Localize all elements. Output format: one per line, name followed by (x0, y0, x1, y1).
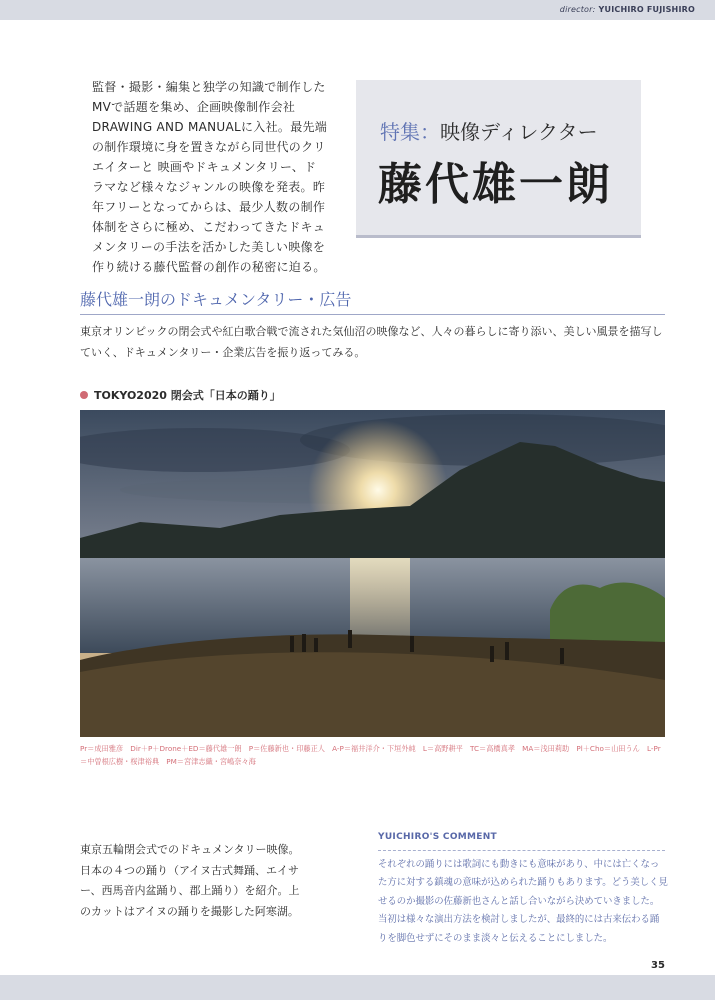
director-name: YUICHIRO FUJISHIRO (598, 5, 695, 14)
page-number: 35 (651, 960, 665, 971)
feature-title-box (356, 80, 641, 238)
photo-illustration (80, 410, 665, 737)
bottom-band (0, 975, 715, 1000)
director-name-title: 藤代雄一朗 (378, 159, 613, 210)
bullet-dot-icon (80, 391, 88, 399)
section-lead: 東京オリンピックの閉会式や紅白歌合戦で流された気仙沼の映像など、人々の暮らしに寄り添い、美しい風景を描写していく、ドキュメンタリー・企業広告を振り返ってみる。 (80, 325, 663, 359)
work-subtitle (80, 387, 281, 403)
section-heading: 藤代雄一朗のドキュメンタリー・広告 (80, 290, 352, 309)
feature-title: 映像ディレクター (440, 120, 598, 144)
feature-label: 特集： (380, 120, 440, 144)
feature-heading (380, 116, 598, 145)
section-divider (80, 314, 665, 315)
production-credits: Pr＝成田雅彦 Dir＋P＋Drone＋ED＝藤代雄一朗 P＝佐藤新也・印藤正人 A-P＝福井洋介・下垣外純 L＝高野耕平 TC＝高橋真孝 MA＝浅田莉助 Pl＋Cho＝山田うん L-Pr＝中曽根広樹・桜津裕典 PM＝宮津志織・宮嶋奈々海 (80, 744, 661, 766)
comment-text: それぞれの踊りには歌詞にも動きにも意味があり、中には亡くなった方に対する鎮魂の意味が込められた踊りもあります。どう美しく見せるのか撮影の佐藤新也さんと話し合いながら決めていきました。当初は様々な演出方法を検討しましたが、最終的には古来伝わる踊りを脚色せずにそのまま淡々と伝えることにしました。 (378, 859, 668, 944)
comment-heading: YUICHIRO'S COMMENT (378, 832, 497, 842)
comment-divider (378, 850, 665, 851)
intro-paragraph: 監督・撮影・編集と独学の知識で制作したMVで話題を集め、企画映像制作会社DRAWING AND MANUALに入社。最先端の制作環境に身を置きながら同世代のクリエイターと 映画やドキュメンタリー、ドラマなど様々なジャンルの映像を発表。昨年フリーとなってからは、最少人数の制作体制をさらに極め、こだわってきたドキュメンタリーの手法を活かした美しい映像を作り続ける藤代監督の創作の秘密に迫る。 (92, 80, 328, 274)
lake-akan-sunset-photo (80, 410, 665, 737)
photo-caption: 東京五輪閉会式でのドキュメンタリー映像。日本の４つの踊り（アイヌ古式舞踊、エイサー、西馬音内盆踊り、郡上踊り）を紹介。上のカットはアイヌの踊りを撮影した阿寒湖。 (80, 843, 300, 918)
director-running-head: director: YUICHIRO FUJISHIRO (559, 5, 695, 14)
work-subtitle-text: TOKYO2020 閉会式「日本の踊り」 (94, 389, 281, 402)
